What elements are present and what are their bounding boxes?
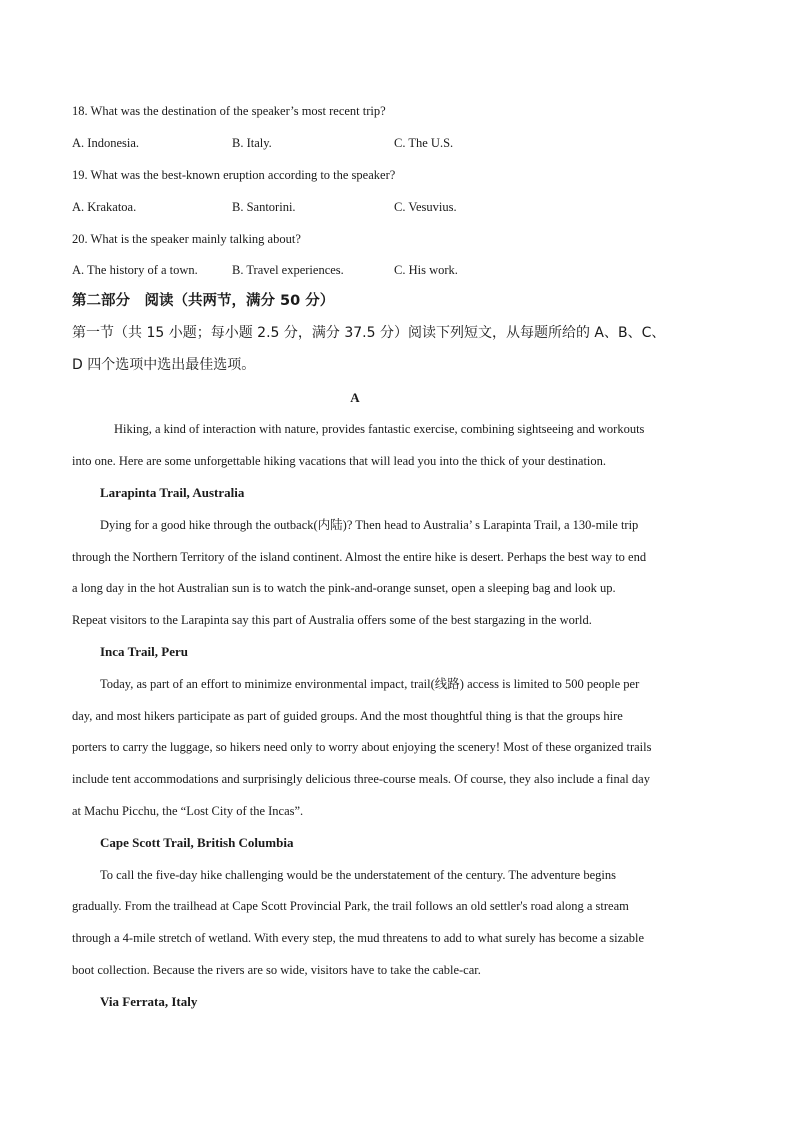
trail-inca-line-3: porters to carry the luggage, so hikers need only to worry about enjoying the scenery! Most of these organized trails: [72, 740, 652, 754]
question-20-stem: 20. What is the speaker mainly talking about?: [72, 232, 301, 246]
trail-larapinta-line-4: Repeat visitors to the Larapinta say this part of Australia offers some of the best stargazing in the world.: [72, 613, 592, 627]
trail-inca-line-5: at Machu Picchu, the “Lost City of the Incas”.: [72, 804, 304, 818]
trail-inca-line-4: include tent accommodations and surprisingly delicious three-course meals. Of course, they also include a final day: [72, 772, 650, 786]
passage-intro-line-1: Hiking, a kind of interaction with nature, provides fantastic exercise, combining sightseeing and workouts: [114, 422, 645, 436]
question-19-option-c: C. Vesuvius.: [394, 200, 457, 214]
section-instruction-line-2: D 四个选项中选出最佳选项。: [72, 357, 256, 373]
trail-cape-scott-line-4: boot collection. Because the rivers are so wide, visitors have to take the cable-car.: [72, 963, 481, 977]
question-18-option-b: B. Italy.: [232, 136, 272, 150]
question-19-stem: 19. What was the best-known eruption according to the speaker?: [72, 168, 396, 182]
question-19-option-a: A. Krakatoa.: [72, 200, 137, 214]
question-18-option-a: A. Indonesia.: [72, 136, 139, 150]
section-heading: 第二部分 阅读（共两节，满分 50 分）: [72, 293, 335, 309]
trail-heading-inca: Inca Trail, Peru: [100, 644, 188, 659]
trail-cape-scott-line-2: gradually. From the trailhead at Cape Scott Provincial Park, the trail follows an old settler's road along a stream: [72, 899, 629, 913]
question-19-option-b: B. Santorini.: [232, 200, 296, 214]
trail-heading-larapinta: Larapinta Trail, Australia: [100, 485, 245, 500]
trail-cape-scott-line-3: through a 4-mile stretch of wetland. With every step, the mud threatens to add to what surely has become a sizable: [72, 931, 645, 945]
trail-heading-cape-scott: Cape Scott Trail, British Columbia: [100, 835, 294, 850]
trail-inca-line-2: day, and most hikers participate as part of guided groups. And the most thoughtful thing is that the groups hire: [72, 709, 623, 723]
trail-larapinta-line-3: a long day in the hot Australian sun is to watch the pink-and-orange sunset, open a sleeping bag and look up.: [72, 581, 616, 595]
passage-label: A: [350, 390, 360, 405]
question-18-stem: 18. What was the destination of the speaker’s most recent trip?: [72, 104, 386, 118]
section-instruction-line-1: 第一节（共 15 小题；每小题 2.5 分，满分 37.5 分）阅读下列短文，从每题所给的 A、B、C、: [72, 325, 666, 341]
question-18-option-c: C. The U.S.: [394, 136, 454, 150]
question-20-option-a: A. The history of a town.: [72, 263, 198, 277]
trail-heading-via-ferrata: Via Ferrata, Italy: [100, 994, 198, 1009]
trail-cape-scott-line-1: To call the five-day hike challenging would be the understatement of the century. The adventure begins: [100, 868, 616, 882]
passage-intro-line-2: into one. Here are some unforgettable hiking vacations that will lead you into the thick of your destination.: [72, 454, 607, 468]
trail-larapinta-line-1: Dying for a good hike through the outback(内陆)? Then head to Australia’ s Larapinta Trail, a 130-mile trip: [100, 518, 639, 532]
trail-inca-line-1: Today, as part of an effort to minimize environmental impact, trail(线路) access is limited to 500 people per: [100, 677, 640, 691]
question-20-option-b: B. Travel experiences.: [232, 263, 344, 277]
trail-larapinta-line-2: through the Northern Territory of the island continent. Almost the entire hike is desert. Perhaps the best way to end: [72, 550, 647, 564]
question-20-option-c: C. His work.: [394, 263, 458, 277]
